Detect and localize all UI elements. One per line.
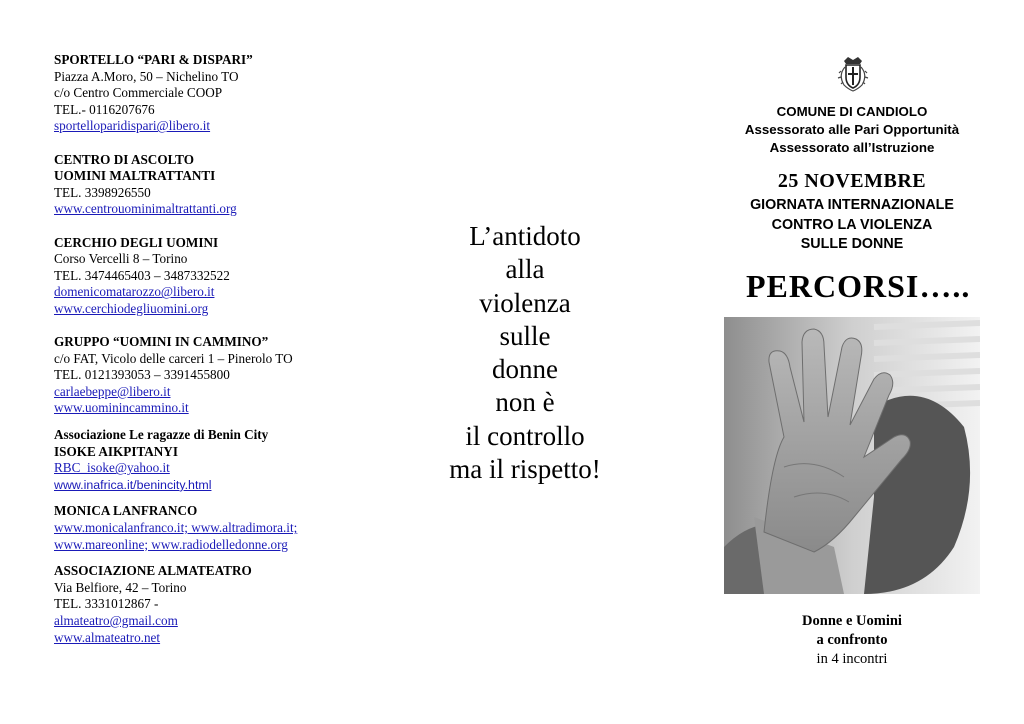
raised-hand-photo (724, 317, 980, 594)
slogan-line: L’antidoto (469, 221, 581, 251)
contact-block (54, 52, 354, 135)
contact-link[interactable]: www.cerchiodegliuomini.org (54, 300, 209, 316)
municipality-line: Assessorato alle Pari Opportunità (744, 122, 960, 137)
contact-line: c/o Centro Commerciale COOP (54, 85, 223, 101)
municipality-line: Assessorato all’Istruzione (769, 140, 935, 155)
contact-block (54, 235, 354, 318)
contact-link[interactable]: www.inafrica.it/benincity.html (54, 477, 212, 492)
contact-line: ASSOCIAZIONE ALMATEATRO (54, 563, 252, 579)
contact-line: CENTRO DI ASCOLTO (54, 151, 194, 167)
municipality-line: COMUNE DI CANDIOLO (776, 104, 928, 119)
contact-line: TEL. 3398926550 (54, 184, 151, 200)
coat-of-arms-icon (836, 55, 870, 93)
contact-link[interactable]: almateatro@gmail.com (54, 613, 178, 628)
contact-block (54, 503, 354, 553)
contact-line: TEL. 0121393053 – 3391455800 (54, 367, 230, 383)
percorsi-title: PERCORSI….. (746, 268, 971, 304)
slogan-line: il controllo (465, 420, 585, 451)
slogan (420, 220, 630, 486)
day-title-line: CONTRO LA VIOLENZA (771, 216, 933, 233)
caption-line: Donne e Uomini (802, 613, 902, 629)
contact-line: SPORTELLO “PARI & DISPARI” (54, 52, 253, 67)
contact-line: Corso Vercelli 8 – Torino (54, 251, 188, 267)
day-title (714, 196, 990, 255)
contact-block (54, 334, 354, 417)
contact-line: CERCHIO DEGLI UOMINI (54, 234, 219, 250)
contact-link[interactable]: www.almateatro.net (54, 629, 161, 645)
caption-line: a confronto (816, 632, 888, 648)
contact-line: MONICA LANFRANCO (54, 503, 198, 519)
slogan-line: non è (495, 387, 555, 418)
contact-link[interactable]: domenicomatarozzo@libero.it (54, 284, 215, 300)
contact-block (54, 563, 354, 646)
contact-link[interactable]: www.monicalanfranco.it; www.altradimora.it; (54, 520, 298, 536)
caption-line: in 4 incontri (816, 651, 888, 667)
contact-line: Associazione Le ragazze di Benin City (54, 427, 269, 443)
contact-line: UOMINI MALTRATTANTI (54, 168, 216, 184)
contact-link[interactable]: sportelloparidispari@libero.it (54, 118, 211, 134)
slogan-line: ma il rispetto! (449, 454, 601, 485)
contact-line: GRUPPO “UOMINI IN CAMMINO” (54, 334, 269, 350)
contact-line: TEL. 3331012867 - (54, 596, 159, 612)
contact-block (54, 152, 354, 218)
contact-line: ISOKE AIKPITANYI (54, 443, 178, 459)
contact-link[interactable]: RBC_isoke@yahoo.it (54, 460, 170, 476)
contact-line: Via Belfiore, 42 – Torino (54, 579, 187, 595)
slogan-line: donne (492, 354, 558, 385)
contact-line: TEL.- 0116207676 (54, 101, 155, 117)
slogan-line: alla (505, 254, 545, 285)
contacts-column (54, 52, 354, 663)
event-date: 25 NOVEMBRE (777, 170, 927, 192)
day-title-line: SULLE DONNE (800, 236, 904, 252)
contact-link[interactable]: www.mareonline; www.radiodelledonne.org (54, 536, 288, 552)
contact-link[interactable]: www.centrouominimaltrattanti.org (54, 201, 237, 217)
slogan-line: violenza (479, 287, 571, 318)
contact-block (54, 427, 354, 493)
contact-link[interactable]: carlaebeppe@libero.it (54, 383, 171, 399)
slogan-line: sulle (499, 320, 551, 351)
day-title-line: GIORNATA INTERNAZIONALE (750, 197, 954, 213)
caption (724, 612, 980, 669)
contact-line: c/o FAT, Vicolo delle carceri 1 – Pinerolo TO (54, 350, 293, 366)
contact-line: TEL. 3474465403 – 3487332522 (54, 267, 230, 283)
contact-link[interactable]: www.uominincammino.it (54, 400, 189, 416)
contact-line: Piazza A.Moro, 50 – Nichelino TO (54, 68, 239, 84)
municipality-header (704, 103, 1000, 157)
